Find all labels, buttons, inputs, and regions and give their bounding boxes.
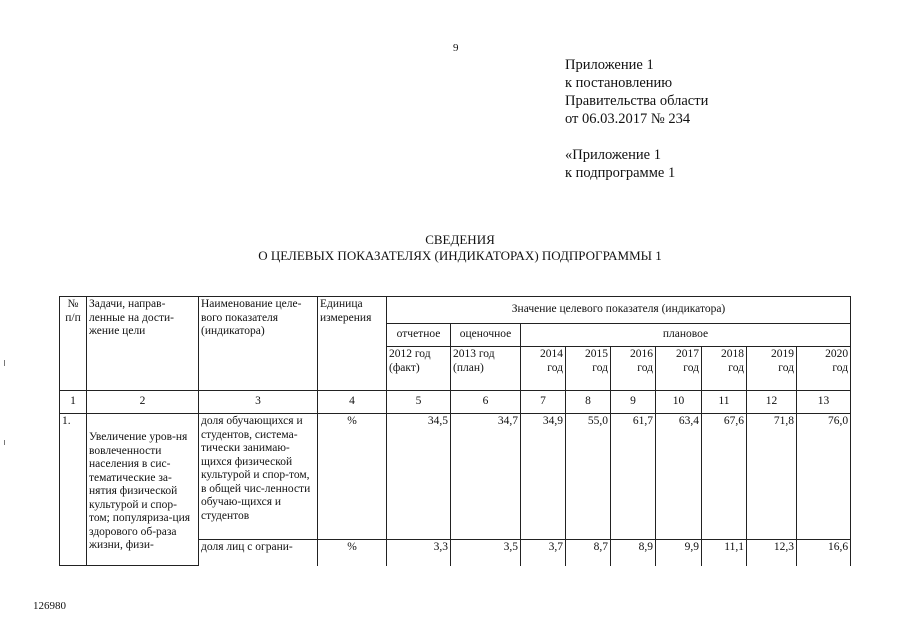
header-unit: Единица измерения [318, 297, 387, 391]
row-number: 1. [60, 414, 87, 566]
year-label: 2019 [771, 348, 794, 360]
year-sub: год [832, 361, 849, 374]
year-sub: год [728, 361, 744, 374]
value-2016: 61,7 [611, 414, 656, 540]
column-number: 7 [521, 391, 566, 414]
header-year-2016 [611, 347, 656, 391]
annex-sub-line: к подпрограмме 1 [565, 165, 676, 181]
header-estimated: оценочное [451, 324, 521, 347]
header-year-2019 [747, 347, 797, 391]
value-2014: 3,7 [521, 540, 566, 566]
title-line-2: О ЦЕЛЕВЫХ ПОКАЗАТЕЛЯХ (ИНДИКАТОРАХ) ПОДПРОГРАММЫ 1 [258, 248, 662, 263]
column-number: 8 [566, 391, 611, 414]
column-number: 12 [747, 391, 797, 414]
value-2019: 12,3 [747, 540, 797, 566]
title-line-1: СВЕДЕНИЯ [425, 232, 495, 247]
value-2020: 16,6 [797, 540, 851, 566]
value-2015: 55,0 [566, 414, 611, 540]
header-indicator-name: Наименование целе-вого показателя (индикатора) [199, 297, 318, 391]
value-2017: 63,4 [656, 414, 702, 540]
value-2012: 3,3 [387, 540, 451, 566]
annex-block [565, 56, 708, 128]
year-label: 2014 [540, 348, 563, 360]
task-cell: Увеличение уров-ня вовлеченности населения в сис-тематические за-нятия физической культурой и спор-том; популяриза-ция здорового об-раза жизни, физи- [87, 414, 199, 566]
annex-line: Приложение 1 [565, 57, 654, 73]
year-label: 2015 [585, 348, 608, 360]
header-year-2013 [451, 347, 521, 391]
year-sub: год [592, 361, 608, 374]
column-number: 5 [387, 391, 451, 414]
annex-sub-line: «Приложение 1 [565, 147, 661, 163]
header-planned: плановое [521, 324, 851, 347]
column-number: 11 [702, 391, 747, 414]
column-number: 3 [199, 391, 318, 414]
value-2013: 3,5 [451, 540, 521, 566]
year-sub: год [637, 361, 653, 374]
year-sub: год [547, 361, 563, 374]
header-year-2018 [702, 347, 747, 391]
column-number: 6 [451, 391, 521, 414]
year-label: 2016 [630, 348, 653, 360]
year-label: 2018 [721, 348, 744, 360]
indicator-cell: доля лиц с ограни- [199, 540, 318, 566]
annex-line: Правительства области [565, 93, 709, 109]
value-2020: 76,0 [797, 414, 851, 540]
year-label: 2013 год [453, 348, 495, 360]
annex-line: к постановлению [565, 75, 673, 91]
indicators-table [59, 296, 851, 566]
year-label: 2020 [825, 348, 849, 360]
header-value-group: Значение целевого показателя (индикатора) [387, 297, 851, 324]
annex-line: от 06.03.2017 № 234 [565, 111, 691, 127]
column-number: 2 [87, 391, 199, 414]
column-number: 10 [656, 391, 702, 414]
value-2017: 9,9 [656, 540, 702, 566]
column-number: 13 [797, 391, 851, 414]
header-num: № п/п [60, 297, 87, 391]
year-sub: (план) [453, 361, 484, 374]
column-number: 9 [611, 391, 656, 414]
unit-cell: % [318, 540, 387, 566]
year-sub: год [683, 361, 699, 374]
value-2015: 8,7 [566, 540, 611, 566]
document-code: 126980 [33, 600, 66, 612]
value-2016: 8,9 [611, 540, 656, 566]
header-reported: отчетное [387, 324, 451, 347]
value-2013: 34,7 [451, 414, 521, 540]
annex-sub-block [565, 146, 675, 182]
unit-cell: % [318, 414, 387, 540]
column-number: 4 [318, 391, 387, 414]
value-2012: 34,5 [387, 414, 451, 540]
scan-mark [4, 360, 5, 366]
value-2018: 67,6 [702, 414, 747, 540]
year-label: 2012 год [389, 348, 431, 360]
document-title [60, 232, 860, 264]
indicator-cell: доля обучающихся и студентов, система-тически занимаю-щихся физической культурой и спор-том, в общей чис-ленности обучаю-щихся и студентов [199, 414, 318, 540]
header-tasks: Задачи, направ-ленные на дости-жение цели [87, 297, 199, 391]
year-sub: (факт) [389, 361, 420, 374]
page-number: 9 [453, 42, 459, 54]
year-label: 2017 [676, 348, 699, 360]
header-year-2014 [521, 347, 566, 391]
value-2018: 11,1 [702, 540, 747, 566]
year-sub: год [778, 361, 794, 374]
value-2019: 71,8 [747, 414, 797, 540]
column-number: 1 [60, 391, 87, 414]
header-year-2012 [387, 347, 451, 391]
header-year-2015 [566, 347, 611, 391]
header-year-2020 [797, 347, 851, 391]
value-2014: 34,9 [521, 414, 566, 540]
scan-mark [4, 440, 5, 445]
header-year-2017 [656, 347, 702, 391]
